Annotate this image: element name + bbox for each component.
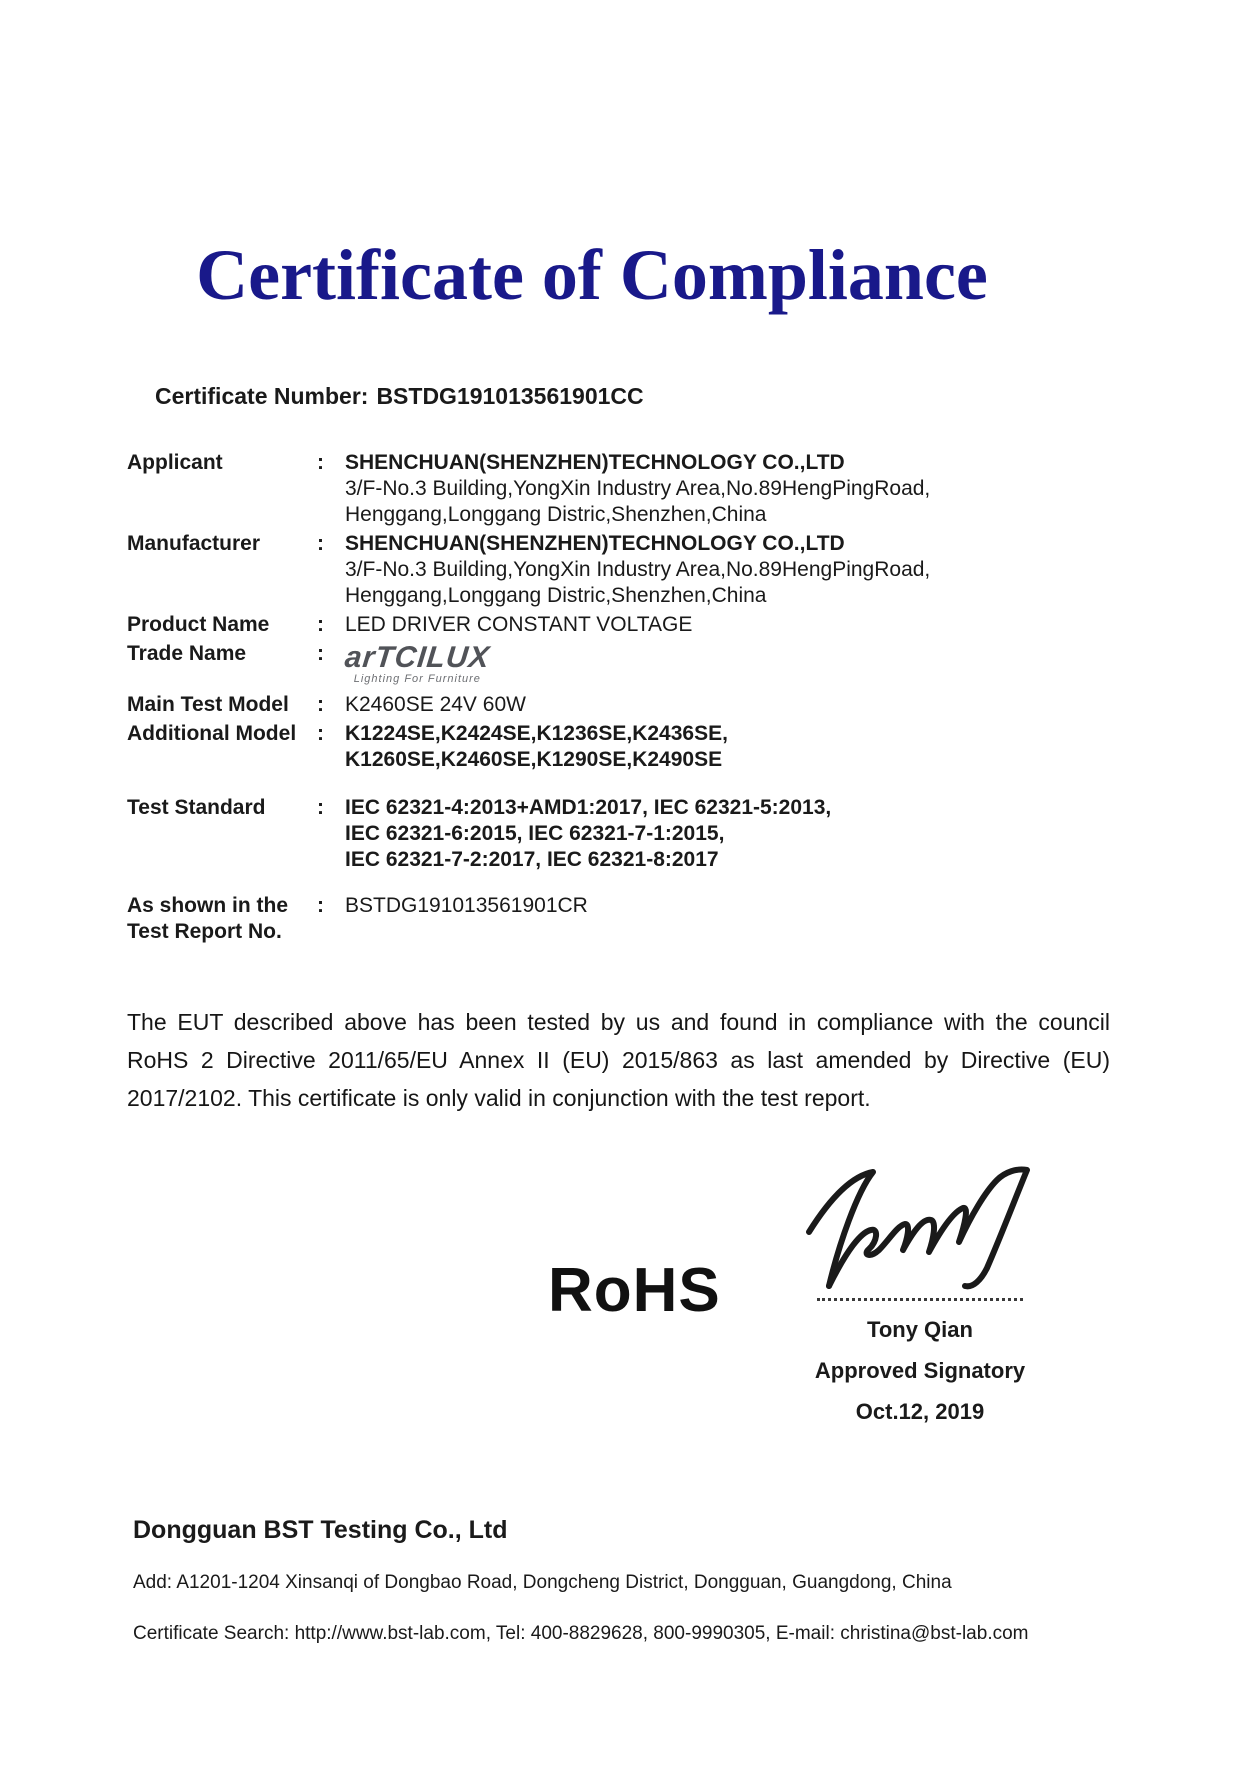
lab-name: Dongguan BST Testing Co., Ltd <box>133 1516 508 1544</box>
signature-date: Oct.12, 2019 <box>855 1399 985 1424</box>
applicant-name: SHENCHUAN(SHENZHEN)TECHNOLOGY CO.,LTD <box>345 451 845 474</box>
product-name-value: LED DRIVER CONSTANT VOLTAGE <box>345 613 693 636</box>
certificate-number <box>155 383 644 410</box>
field-row-additional-model <box>127 721 1122 773</box>
additional-model-label: Additional Model <box>127 722 297 745</box>
lab-contact: Certificate Search: http://www.bst-lab.com, Tel: 400-8829628, 800-9990305, E-mail: christina@bst-lab.com <box>133 1623 1029 1644</box>
additional-model-line1: K1224SE,K2424SE,K1236SE,K2436SE, <box>345 722 728 745</box>
manufacturer-label: Manufacturer <box>127 532 261 555</box>
colon: : <box>317 613 324 636</box>
signer-name: Tony Qian <box>867 1317 973 1342</box>
colon: : <box>317 722 324 745</box>
colon: : <box>317 894 324 917</box>
rohs-mark: RoHS <box>548 1256 721 1325</box>
colon: : <box>317 642 324 665</box>
colon: : <box>317 796 324 819</box>
main-test-model-value: K2460SE 24V 60W <box>345 693 526 716</box>
signer-title: Approved Signatory <box>814 1358 1026 1383</box>
test-report-value: BSTDG191013561901CR <box>345 894 588 917</box>
colon: : <box>317 532 324 555</box>
manufacturer-address-line1: 3/F-No.3 Building,YongXin Industry Area,No.89HengPingRoad, <box>345 558 931 581</box>
signature-line <box>817 1298 1023 1301</box>
certificate-number-value: BSTDG191013561901CC <box>376 383 644 409</box>
certificate-fields <box>127 450 1122 948</box>
test-standard-line1: IEC 62321-4:2013+AMD1:2017, IEC 62321-5:2013, <box>345 796 832 819</box>
certificate-title: Certificate of Compliance <box>196 235 988 315</box>
field-row-test-standard <box>127 795 1122 873</box>
artcilux-logo-text: arTCILUX <box>343 641 492 674</box>
trade-name-label: Trade Name <box>127 642 247 665</box>
test-report-label-line1: As shown in the <box>127 894 289 917</box>
signature-image <box>795 1158 1045 1298</box>
applicant-address-line2: Henggang,Longgang Distric,Shenzhen,China <box>345 503 767 526</box>
test-standard-line2: IEC 62321-6:2015, IEC 62321-7-1:2015, <box>345 822 725 845</box>
colon: : <box>317 693 324 716</box>
artcilux-logo <box>345 641 490 686</box>
artcilux-logo-tagline: Lighting For Furniture <box>353 673 481 685</box>
compliance-statement: The EUT described above has been tested by us and found in compliance with the council RoHS 2 Directive 2011/65/EU Annex II (EU) 2015/863 as last amended by Directive (EU) 2017/2102. This certificate is only valid in conjunction with the test report. <box>127 1009 1110 1111</box>
applicant-label: Applicant <box>127 451 223 474</box>
test-standard-label: Test Standard <box>127 796 266 819</box>
signature-block <box>795 1158 1045 1425</box>
field-row-test-report <box>127 893 1122 945</box>
product-name-label: Product Name <box>127 613 270 636</box>
field-row-trade-name <box>127 641 1122 689</box>
field-row-product-name <box>127 612 1122 638</box>
field-row-main-test-model <box>127 692 1122 718</box>
field-row-manufacturer <box>127 531 1122 609</box>
manufacturer-address-line2: Henggang,Longgang Distric,Shenzhen,China <box>345 584 767 607</box>
field-row-applicant <box>127 450 1122 528</box>
additional-model-line2: K1260SE,K2460SE,K1290SE,K2490SE <box>345 748 723 771</box>
certificate-number-label: Certificate Number: <box>155 383 369 409</box>
main-test-model-label: Main Test Model <box>127 693 289 716</box>
manufacturer-name: SHENCHUAN(SHENZHEN)TECHNOLOGY CO.,LTD <box>345 532 845 555</box>
colon: : <box>317 451 324 474</box>
lab-address: Add: A1201-1204 Xinsanqi of Dongbao Road, Dongcheng District, Dongguan, Guangdong, China <box>133 1572 952 1593</box>
test-standard-line3: IEC 62321-7-2:2017, IEC 62321-8:2017 <box>345 848 719 871</box>
applicant-address-line1: 3/F-No.3 Building,YongXin Industry Area,No.89HengPingRoad, <box>345 477 931 500</box>
test-report-label-line2: Test Report No. <box>127 920 282 943</box>
